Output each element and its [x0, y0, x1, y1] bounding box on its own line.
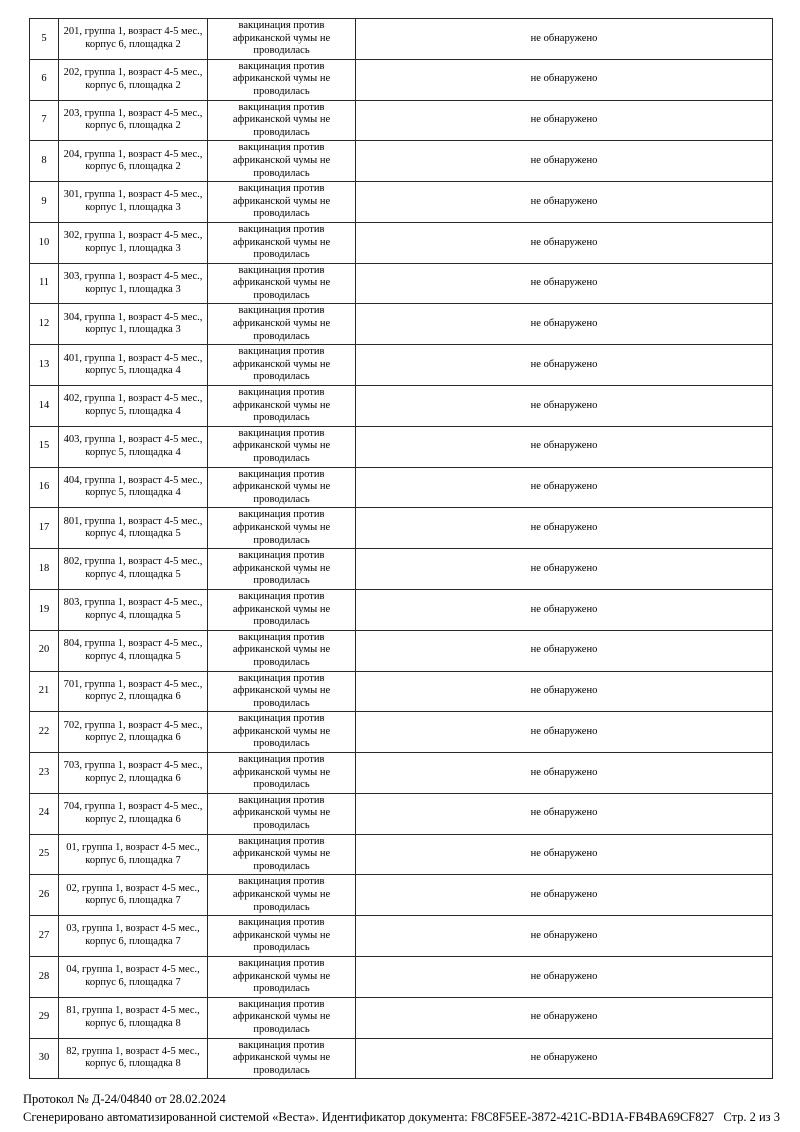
sample-description-cell [59, 100, 208, 141]
row-number-cell [30, 793, 59, 834]
result-cell-text: не обнаружено [530, 114, 598, 126]
sample-description-cell-text: 301, группа 1, возраст 4-5 мес., корпус 1, площадка 3 [63, 189, 203, 214]
table-row [30, 753, 773, 794]
vaccination-info-cell-text: вакцинация против африканской чумы не проводилась [232, 672, 331, 709]
table-row [30, 59, 773, 100]
result-cell [356, 916, 773, 957]
vaccination-info-cell [208, 304, 356, 345]
row-number-cell [30, 222, 59, 263]
result-cell-text: не обнаружено [530, 358, 598, 370]
row-number-cell-text: 21 [38, 685, 50, 697]
row-number-cell-text: 20 [38, 644, 50, 656]
result-cell [356, 100, 773, 141]
vaccination-info-cell-text: вакцинация против африканской чумы не проводилась [232, 876, 331, 913]
result-cell-text: не обнаружено [530, 725, 598, 737]
row-number-cell [30, 100, 59, 141]
vaccination-info-cell [208, 875, 356, 916]
sample-description-cell [59, 549, 208, 590]
result-cell [356, 508, 773, 549]
vaccination-info-cell-text: вакцинация против африканской чумы не проводилась [232, 713, 331, 750]
row-number-cell-text: 17 [38, 521, 50, 533]
row-number-cell [30, 19, 59, 60]
result-cell [356, 834, 773, 875]
result-cell [356, 426, 773, 467]
row-number-cell [30, 630, 59, 671]
vaccination-info-cell-text: вакцинация против африканской чумы не проводилась [232, 427, 331, 464]
result-cell-text: не обнаружено [530, 603, 598, 615]
sample-description-cell-text: 801, группа 1, возраст 4-5 мес., корпус 4, площадка 5 [63, 515, 203, 540]
result-cell [356, 345, 773, 386]
result-cell [356, 304, 773, 345]
vaccination-info-cell-text: вакцинация против африканской чумы не проводилась [232, 835, 331, 872]
result-cell-text: не обнаружено [530, 154, 598, 166]
sample-description-cell-text: 404, группа 1, возраст 4-5 мес., корпус 5, площадка 4 [63, 474, 203, 499]
sample-description-cell [59, 467, 208, 508]
result-cell-text: не обнаружено [530, 1052, 598, 1064]
result-cell-text: не обнаружено [530, 970, 598, 982]
result-cell-text: не обнаружено [530, 440, 598, 452]
table-row [30, 467, 773, 508]
sample-description-cell-text: 701, группа 1, возраст 4-5 мес., корпус 2, площадка 6 [63, 678, 203, 703]
sample-description-cell [59, 916, 208, 957]
result-cell-text: не обнаружено [530, 766, 598, 778]
vaccination-info-cell-text: вакцинация против африканской чумы не проводилась [232, 957, 331, 995]
row-number-cell [30, 875, 59, 916]
table-row [30, 182, 773, 223]
row-number-cell-text: 16 [38, 481, 50, 493]
row-number-cell-text: 10 [38, 236, 50, 248]
vaccination-info-cell [208, 19, 356, 60]
vaccination-info-cell [208, 182, 356, 223]
vaccination-info-cell [208, 467, 356, 508]
row-number-cell [30, 467, 59, 508]
row-number-cell-text: 5 [41, 32, 47, 44]
result-cell-text: не обнаружено [530, 195, 598, 207]
table-row [30, 589, 773, 630]
result-cell-text: не обнаружено [530, 562, 598, 574]
result-cell [356, 753, 773, 794]
row-number-cell [30, 426, 59, 467]
sample-description-cell-text: 03, группа 1, возраст 4-5 мес., корпус 6, площадка 7 [66, 923, 200, 948]
row-number-cell [30, 1038, 59, 1079]
table-row [30, 345, 773, 386]
result-cell-text: не обнаружено [530, 644, 598, 656]
row-number-cell [30, 712, 59, 753]
sample-description-cell-text: 804, группа 1, возраст 4-5 мес., корпус 4, площадка 5 [63, 638, 203, 662]
vaccination-info-cell [208, 263, 356, 304]
row-number-cell-text: 14 [38, 399, 50, 411]
sample-description-cell [59, 712, 208, 753]
sample-description-cell [59, 141, 208, 182]
sample-description-cell [59, 345, 208, 386]
result-cell [356, 671, 773, 712]
sample-description-cell-text: 04, группа 1, возраст 4-5 мес., корпус 6, площадка 7 [66, 964, 200, 988]
result-cell-text: не обнаружено [530, 521, 598, 533]
row-number-cell-text: 19 [38, 603, 50, 615]
result-cell-text: не обнаружено [530, 32, 598, 44]
result-cell [356, 386, 773, 427]
sample-description-cell-text: 201, группа 1, возраст 4-5 мес., корпус 6, площадка 2 [63, 26, 203, 50]
result-cell-text: не обнаружено [530, 807, 598, 819]
row-number-cell [30, 997, 59, 1038]
result-cell-text: не обнаружено [530, 848, 598, 860]
table-row [30, 956, 773, 997]
sample-description-cell-text: 02, группа 1, возраст 4-5 мес., корпус 6, площадка 7 [66, 882, 200, 907]
sample-description-cell [59, 753, 208, 794]
table-row [30, 916, 773, 957]
vaccination-info-cell-text: вакцинация против африканской чумы не проводилась [232, 20, 331, 57]
row-number-cell [30, 671, 59, 712]
sample-description-cell [59, 875, 208, 916]
vaccination-info-cell [208, 1038, 356, 1079]
table-row [30, 712, 773, 753]
row-number-cell-text: 9 [41, 195, 47, 207]
sample-description-cell-text: 403, группа 1, возраст 4-5 мес., корпус 5, площадка 4 [63, 434, 203, 458]
result-cell-text: не обнаружено [530, 1011, 598, 1023]
row-number-cell-text: 25 [38, 848, 50, 860]
table-row [30, 263, 773, 304]
vaccination-info-cell [208, 753, 356, 794]
vaccination-info-cell-text: вакцинация против африканской чумы не проводилась [232, 590, 331, 628]
result-cell [356, 793, 773, 834]
row-number-cell-text: 29 [38, 1011, 50, 1023]
vaccination-info-cell [208, 956, 356, 997]
result-cell [356, 956, 773, 997]
table-row [30, 1038, 773, 1079]
sample-description-cell-text: 702, группа 1, возраст 4-5 мес., корпус 2, площадка 6 [63, 719, 203, 744]
sample-description-cell [59, 263, 208, 304]
table-row [30, 630, 773, 671]
result-cell [356, 997, 773, 1038]
sample-description-cell-text: 402, группа 1, возраст 4-5 мес., корпус 5, площадка 4 [63, 393, 203, 417]
result-cell-text: не обнаружено [530, 481, 598, 493]
vaccination-info-cell [208, 834, 356, 875]
table-row [30, 19, 773, 60]
vaccination-info-cell [208, 589, 356, 630]
vaccination-info-cell-text: вакцинация против африканской чумы не проводилась [232, 468, 331, 505]
row-number-cell-text: 23 [38, 766, 50, 778]
result-cell-text: не обнаружено [530, 318, 598, 330]
row-number-cell-text: 11 [38, 277, 50, 289]
result-cell-text: не обнаружено [530, 889, 598, 900]
table-row [30, 100, 773, 141]
footer-generated-line [23, 1109, 780, 1125]
table-row [30, 671, 773, 712]
sample-description-cell [59, 59, 208, 100]
row-number-cell [30, 263, 59, 304]
row-number-cell [30, 834, 59, 875]
vaccination-info-cell-text: вакцинация против африканской чумы не проводилась [232, 223, 331, 261]
sample-description-cell [59, 956, 208, 997]
row-number-cell [30, 549, 59, 590]
row-number-cell-text: 18 [38, 562, 50, 574]
row-number-cell [30, 753, 59, 794]
sample-description-cell-text: 304, группа 1, возраст 4-5 мес., корпус 1, площадка 3 [63, 311, 203, 336]
sample-description-cell [59, 19, 208, 60]
result-cell [356, 589, 773, 630]
table-row [30, 875, 773, 916]
row-number-cell-text: 8 [41, 154, 47, 166]
sample-description-cell-text: 01, группа 1, возраст 4-5 мес., корпус 6, площадка 7 [66, 841, 200, 866]
vaccination-info-cell [208, 141, 356, 182]
sample-description-cell-text: 704, группа 1, возраст 4-5 мес., корпус 2, площадка 6 [63, 801, 203, 825]
vaccination-info-cell [208, 59, 356, 100]
vaccination-info-cell [208, 793, 356, 834]
vaccination-info-cell-text: вакцинация против африканской чумы не проводилась [232, 754, 331, 791]
row-number-cell [30, 182, 59, 223]
page-indicator: Стр. 2 из 3 [723, 1110, 780, 1124]
row-number-cell [30, 304, 59, 345]
vaccination-info-cell-text: вакцинация против африканской чумы не проводилась [232, 917, 331, 954]
table-row [30, 304, 773, 345]
vaccination-info-cell-text: вакцинация против африканской чумы не проводилась [232, 101, 331, 138]
vaccination-info-cell-text: вакцинация против африканской чумы не проводилась [232, 305, 331, 342]
vaccination-info-cell-text: вакцинация против африканской чумы не проводилась [232, 998, 331, 1035]
table-row [30, 508, 773, 549]
row-number-cell-text: 15 [38, 440, 50, 452]
vaccination-info-cell [208, 916, 356, 957]
result-cell-text: не обнаружено [530, 399, 598, 411]
sample-description-cell-text: 302, группа 1, возраст 4-5 мес., корпус 1, площадка 3 [63, 230, 203, 254]
result-cell [356, 59, 773, 100]
vaccination-info-cell-text: вакцинация против африканской чумы не проводилась [232, 509, 331, 546]
vaccination-info-cell [208, 100, 356, 141]
row-number-cell-text: 27 [38, 929, 50, 941]
vaccination-info-cell-text: вакцинация против африканской чумы не проводилась [232, 550, 331, 587]
vaccination-info-cell [208, 386, 356, 427]
table-row [30, 834, 773, 875]
vaccination-info-cell-text: вакцинация против африканской чумы не проводилась [232, 346, 331, 383]
sample-description-cell [59, 834, 208, 875]
row-number-cell [30, 345, 59, 386]
vaccination-info-cell [208, 997, 356, 1038]
sample-description-cell [59, 997, 208, 1038]
vaccination-info-cell-text: вакцинация против африканской чумы не проводилась [232, 60, 331, 97]
result-cell [356, 263, 773, 304]
protocol-number-line: Протокол № Д-24/04840 от 28.02.2024 [23, 1092, 226, 1106]
table-row [30, 793, 773, 834]
row-number-cell [30, 916, 59, 957]
sample-description-cell [59, 182, 208, 223]
row-number-cell-text: 6 [41, 73, 47, 85]
row-number-cell [30, 141, 59, 182]
row-number-cell-text: 28 [38, 970, 50, 982]
result-cell-text: не обнаружено [530, 236, 598, 248]
vaccination-info-cell-text: вакцинация против африканской чумы не проводилась [232, 631, 331, 668]
row-number-cell-text: 24 [38, 807, 50, 819]
sample-description-cell [59, 304, 208, 345]
result-cell-text: не обнаружено [530, 73, 598, 85]
row-number-cell-text: 12 [38, 318, 50, 330]
result-cell-text: не обнаружено [530, 685, 598, 697]
sample-description-cell-text: 703, группа 1, возраст 4-5 мес., корпус 2, площадка 6 [63, 760, 203, 784]
table-row [30, 997, 773, 1038]
sample-description-cell-text: 303, группа 1, возраст 4-5 мес., корпус 1, площадка 3 [63, 270, 203, 295]
sample-description-cell [59, 630, 208, 671]
row-number-cell [30, 956, 59, 997]
result-cell [356, 467, 773, 508]
row-number-cell-text: 22 [38, 725, 50, 737]
result-cell [356, 222, 773, 263]
result-cell [356, 875, 773, 916]
sample-description-cell-text: 82, группа 1, возраст 4-5 мес., корпус 6, площадка 8 [66, 1045, 200, 1070]
vaccination-info-cell [208, 712, 356, 753]
vaccination-info-cell [208, 222, 356, 263]
row-number-cell-text: 13 [38, 358, 50, 370]
table-row [30, 222, 773, 263]
sample-description-cell [59, 222, 208, 263]
table-row [30, 141, 773, 182]
result-cell-text: не обнаружено [530, 277, 598, 289]
sample-description-cell-text: 401, группа 1, возраст 4-5 мес., корпус 5, площадка 4 [63, 352, 203, 377]
generated-by-text: Сгенерировано автоматизированной системой «Веста». Идентификатор документа: F8C8F5EE-3872-421C-BD1A-FB4BA69CF827 [23, 1110, 714, 1124]
result-cell [356, 712, 773, 753]
vaccination-info-cell [208, 345, 356, 386]
sample-description-cell [59, 386, 208, 427]
sample-description-cell-text: 81, группа 1, возраст 4-5 мес., корпус 6, площадка 8 [66, 1005, 200, 1029]
sample-description-cell-text: 204, группа 1, возраст 4-5 мес., корпус 6, площадка 2 [63, 148, 203, 173]
sample-description-cell [59, 589, 208, 630]
vaccination-info-cell-text: вакцинация против африканской чумы не проводилась [232, 387, 331, 424]
row-number-cell-text: 30 [38, 1052, 50, 1064]
row-number-cell [30, 589, 59, 630]
result-cell [356, 182, 773, 223]
result-cell-text: не обнаружено [530, 929, 598, 941]
result-cell [356, 549, 773, 590]
table-row [30, 386, 773, 427]
vaccination-info-cell-text: вакцинация против африканской чумы не проводилась [232, 183, 331, 220]
vaccination-info-cell [208, 426, 356, 467]
row-number-cell-text: 26 [38, 889, 50, 900]
results-table [29, 18, 773, 1079]
sample-description-cell-text: 802, группа 1, возраст 4-5 мес., корпус 4, площадка 5 [63, 556, 203, 581]
sample-description-cell-text: 803, группа 1, возраст 4-5 мес., корпус 4, площадка 5 [63, 597, 203, 621]
sample-description-cell [59, 793, 208, 834]
row-number-cell [30, 386, 59, 427]
row-number-cell-text: 7 [41, 114, 47, 126]
row-number-cell [30, 59, 59, 100]
sample-description-cell-text: 203, группа 1, возраст 4-5 мес., корпус 6, площадка 2 [63, 107, 203, 132]
sample-description-cell-text: 202, группа 1, возраст 4-5 мес., корпус 6, площадка 2 [63, 67, 203, 91]
row-number-cell [30, 508, 59, 549]
vaccination-info-cell [208, 508, 356, 549]
vaccination-info-cell [208, 549, 356, 590]
sample-description-cell [59, 426, 208, 467]
result-cell [356, 19, 773, 60]
result-cell [356, 1038, 773, 1079]
result-cell [356, 141, 773, 182]
vaccination-info-cell-text: вакцинация против африканской чумы не проводилась [232, 264, 331, 301]
table-row [30, 426, 773, 467]
sample-description-cell [59, 671, 208, 712]
vaccination-info-cell [208, 630, 356, 671]
vaccination-info-cell-text: вакцинация против африканской чумы не проводилась [232, 794, 331, 832]
table-row [30, 549, 773, 590]
vaccination-info-cell-text: вакцинация против африканской чумы не проводилась [232, 1039, 331, 1076]
sample-description-cell [59, 1038, 208, 1079]
vaccination-info-cell-text: вакцинация против африканской чумы не проводилась [232, 142, 331, 179]
vaccination-info-cell [208, 671, 356, 712]
sample-description-cell [59, 508, 208, 549]
result-cell [356, 630, 773, 671]
